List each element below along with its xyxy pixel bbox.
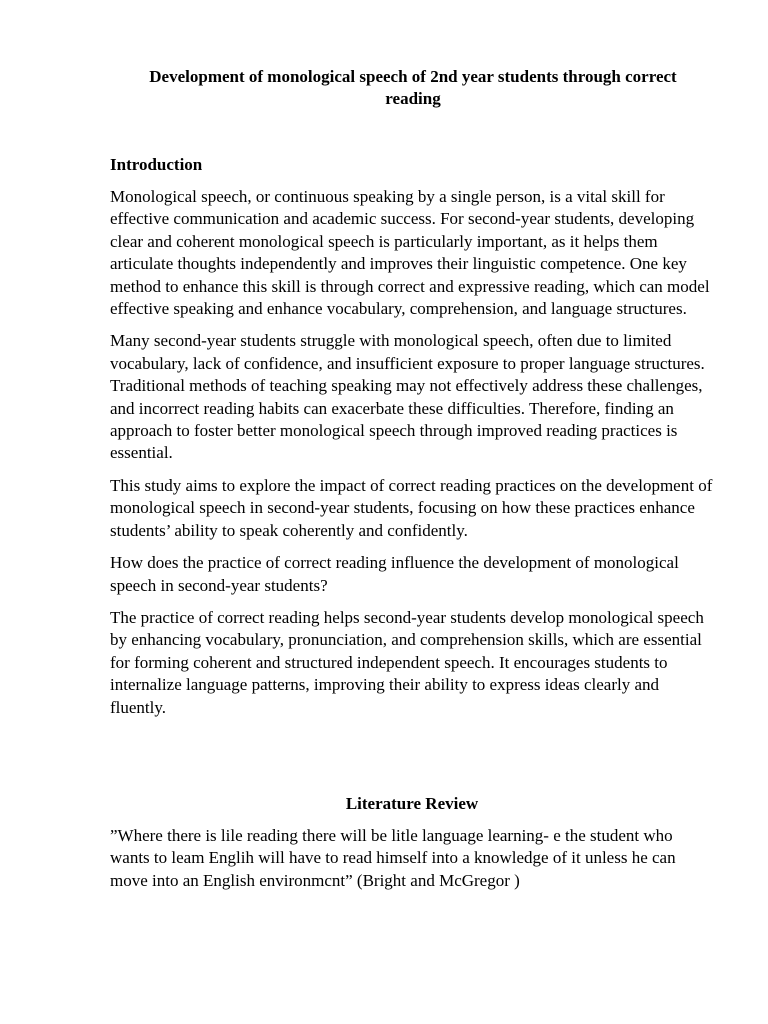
document-page xyxy=(110,66,714,892)
document-title: Development of monological speech of 2nd year students through correct reading xyxy=(149,67,677,108)
hypothesis-paragraph: The practice of correct reading helps second-year students develop monological speech by enhancing vocabulary, pronunciation, and comprehension skills, which are essential for forming coherent and structured independent speech. It encourages students to internalize language patterns, improving their ability to express ideas clearly and fluently. xyxy=(110,607,704,717)
introduction-paragraph: This study aims to explore the impact of correct reading practices on the development of monological speech in second-year students, focusing on how these practices enhance students’ ability to speak coherently and confidently. xyxy=(110,475,713,540)
introduction-paragraph: Many second-year students struggle with monological speech, often due to limited vocabulary, lack of confidence, and insufficient exposure to proper language structures. Traditional methods of teaching speaking may not effectively address these challenges, and incorrect reading habits can exacerbate these difficulties. Therefore, finding an approach to foster better monological speech through improved reading practices is essential. xyxy=(110,331,705,463)
research-question-paragraph: How does the practice of correct reading influence the development of monological speech in second-year students? xyxy=(110,553,679,595)
introduction-heading: Introduction xyxy=(110,155,203,174)
introduction-paragraph: Monological speech, or continuous speaking by a single person, is a vital skill for effective communication and academic success. For second-year students, developing clear and coherent monological speech is particularly important, as it helps them articulate thoughts independently and improves their linguistic competence. One key method to enhance this skill is through correct and expressive reading, which can model effective speaking and enhance vocabulary, comprehension, and language structures. xyxy=(110,187,710,319)
literature-quote-paragraph: ”Where there is lile reading there will be litle language learning- e the student who wants to leam Englih will have to read himself into a knowledge of it unless he can move into an English environmcnt” (Bright and McGregor ) xyxy=(110,825,676,890)
literature-review-heading: Literature Review xyxy=(345,793,479,813)
